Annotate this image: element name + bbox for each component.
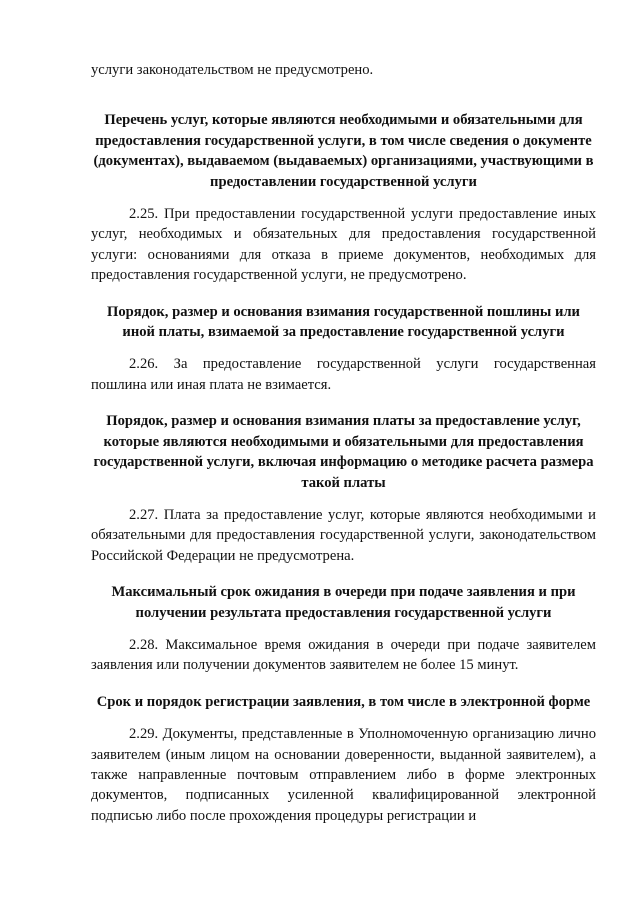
- section-heading-registration: Срок и порядок регистрации заявления, в том числе в электронной форме: [96, 693, 591, 710]
- section-heading-necessary-services: Перечень услуг, которые являются необходимыми и обязательными для предоставления государственной услуги, в том числе сведения о документе (документах), выдаваемом (выдаваемых) организациями, участвующими в предоставлении государственной услуги: [93, 112, 594, 190]
- paragraph-2-29: 2.29. Документы, представленные в Уполномоченную организацию лично заявителем (иным лицом на основании доверенности, выданной заявителем), а также направленные почтовым отправлением либо в форме электронных документов, подписанных усиленной квалифицированной электронной подписью либо после прохождения процедуры регистрации и: [91, 726, 596, 824]
- section-heading-queue-time: Максимальный срок ожидания в очереди при подаче заявления и при получении результата предоставления государственной услуги: [111, 584, 576, 621]
- paragraph-2-25: 2.25. При предоставлении государственной услуги предоставление иных услуг, необходимых и обязательных для предоставления государственной услуги: основаниями для отказа в приеме документов, необходимых для предоставления государственной услуги, не предусмотрено.: [91, 206, 596, 284]
- document-page: [91, 60, 596, 826]
- section-heading-state-fee: Порядок, размер и основания взимания государственной пошлины или иной платы, взимаемой за предоставление государственной услуги: [107, 303, 580, 341]
- paragraph-2-27: 2.27. Плата за предоставление услуг, которые являются необходимыми и обязательными для предоставления государственной услуги, законодательством Российской Федерации не предусмотрена.: [91, 506, 596, 564]
- paragraph-2-26: 2.26. За предоставление государственной услуги государственная пошлина или иная плата не взимается.: [91, 356, 596, 393]
- section-heading-service-fee: Порядок, размер и основания взимания платы за предоставление услуг, которые являются необходимыми и обязательными для предоставления государственной услуги, включая информацию о методике расчета размера такой платы: [93, 413, 594, 491]
- paragraph-2-28: 2.28. Максимальное время ожидания в очереди при подаче заявителем заявления или получении документов заявителем не более 15 минут.: [91, 636, 596, 674]
- intro-paragraph: услуги законодательством не предусмотрено.: [91, 62, 374, 78]
